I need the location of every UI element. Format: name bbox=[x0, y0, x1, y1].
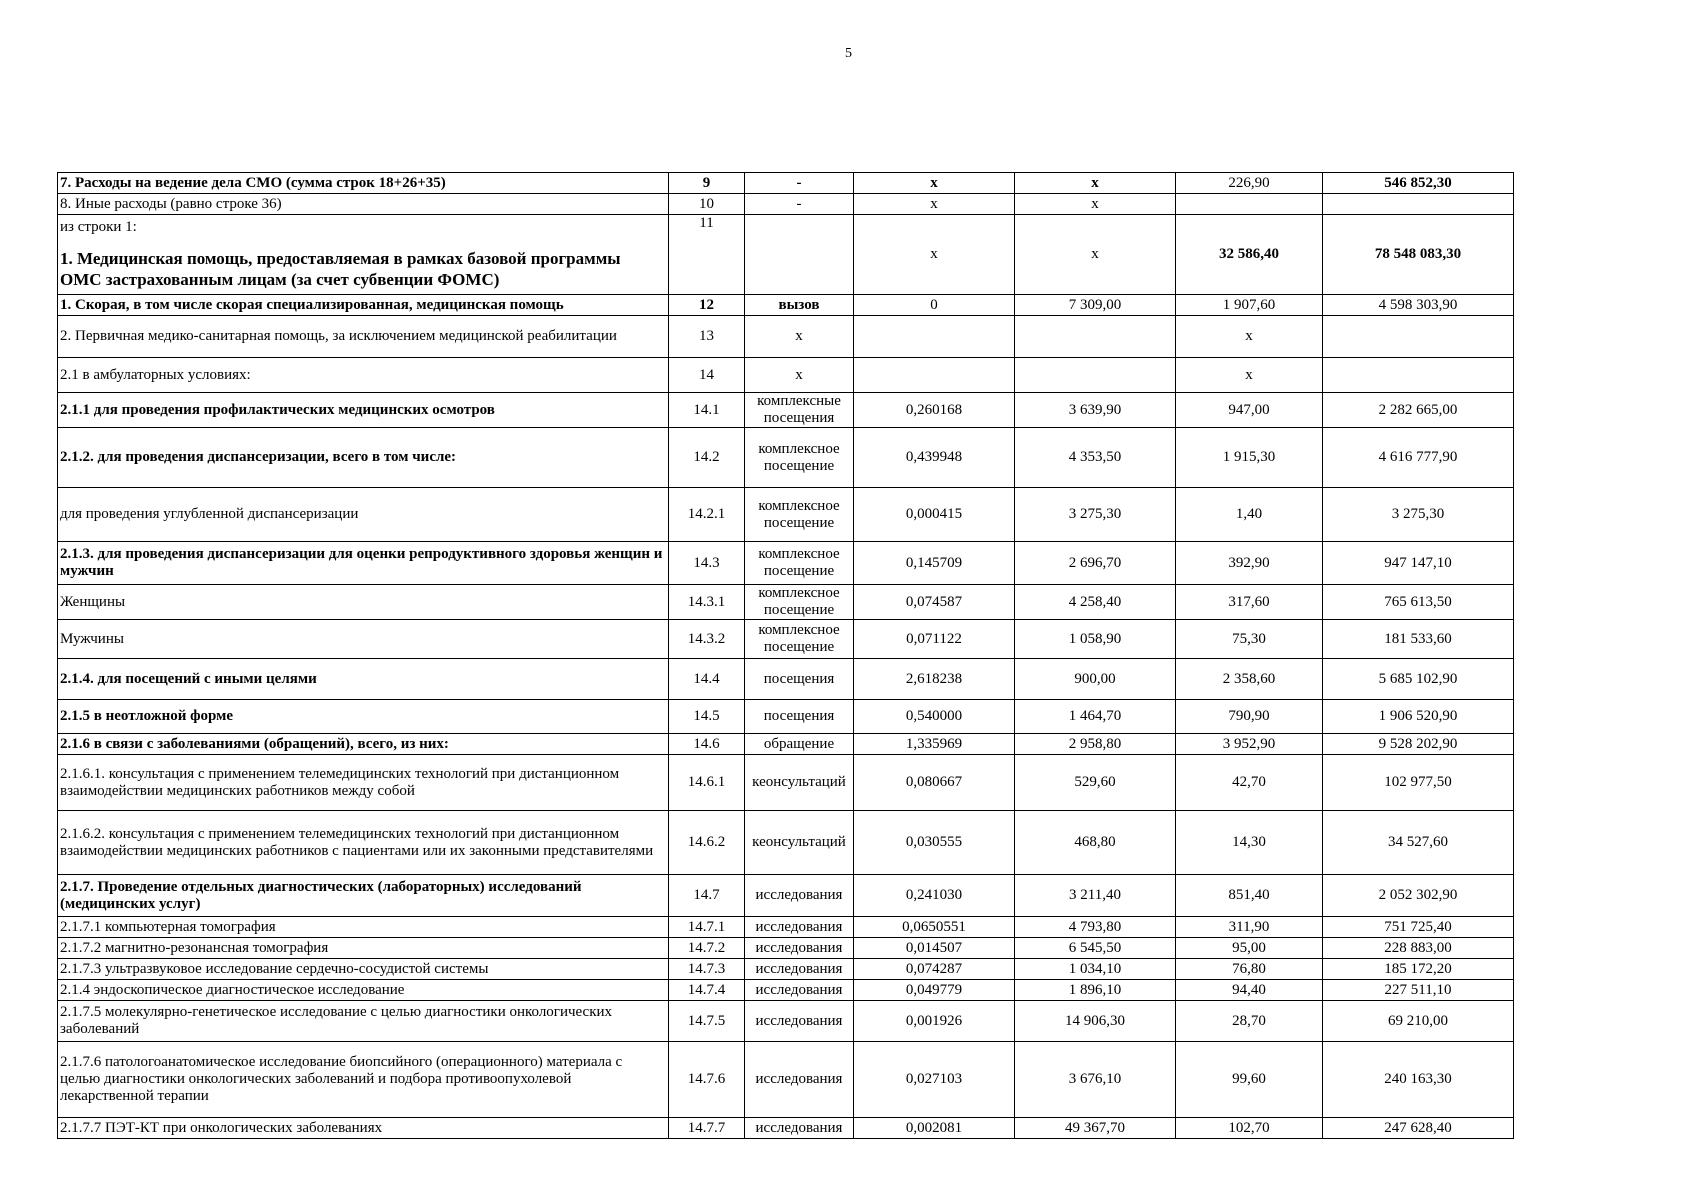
row-unit: комплексное посещение bbox=[745, 542, 854, 585]
row-volume: 0,260168 bbox=[854, 393, 1015, 428]
row-line: 14.3.1 bbox=[669, 585, 745, 620]
row-cost: 1 058,90 bbox=[1015, 620, 1176, 659]
row-name: 1. Медицинская помощь, предоставляемая в рамках базовой программы ОМС застрахованным лицам (за счет субвенции ФОМС) bbox=[60, 249, 621, 289]
row-total: 765 613,50 bbox=[1323, 585, 1514, 620]
row-total: 102 977,50 bbox=[1323, 755, 1514, 811]
row-cost: 900,00 bbox=[1015, 659, 1176, 700]
row-cost: 529,60 bbox=[1015, 755, 1176, 811]
row-name: 2.1.1 для проведения профилактических медицинских осмотров bbox=[58, 393, 669, 428]
row-unit bbox=[745, 215, 854, 295]
table-row bbox=[58, 700, 1514, 734]
row-line: 14.4 bbox=[669, 659, 745, 700]
row-total bbox=[1323, 194, 1514, 215]
row-volume: 0,074287 bbox=[854, 959, 1015, 980]
row-total: 185 172,20 bbox=[1323, 959, 1514, 980]
row-cost: 6 545,50 bbox=[1015, 938, 1176, 959]
row-per-capita: 1 915,30 bbox=[1176, 428, 1323, 488]
row-total: 5 685 102,90 bbox=[1323, 659, 1514, 700]
row-name: Женщины bbox=[58, 585, 669, 620]
row-line: 14.7.5 bbox=[669, 1001, 745, 1042]
row-per-capita: 3 952,90 bbox=[1176, 734, 1323, 755]
row-line: 14.1 bbox=[669, 393, 745, 428]
row-per-capita: x bbox=[1176, 358, 1323, 393]
row-line: 14.7 bbox=[669, 875, 745, 917]
row-name: 1. Скорая, в том числе скорая специализированная, медицинская помощь bbox=[58, 295, 669, 316]
row-cost: 14 906,30 bbox=[1015, 1001, 1176, 1042]
row-name: 2.1.4 эндоскопическое диагностическое исследование bbox=[58, 980, 669, 1001]
row-volume: 0,001926 bbox=[854, 1001, 1015, 1042]
row-unit: исследования bbox=[745, 875, 854, 917]
row-per-capita: 76,80 bbox=[1176, 959, 1323, 980]
row-cost bbox=[1015, 316, 1176, 358]
row-per-capita: 790,90 bbox=[1176, 700, 1323, 734]
row-per-capita: 75,30 bbox=[1176, 620, 1323, 659]
row-line: 14.5 bbox=[669, 700, 745, 734]
row-unit: - bbox=[745, 194, 854, 215]
row-cost: 2 696,70 bbox=[1015, 542, 1176, 585]
row-total: 3 275,30 bbox=[1323, 488, 1514, 542]
row-total bbox=[1323, 358, 1514, 393]
row-volume: 0,049779 bbox=[854, 980, 1015, 1001]
row-total: 247 628,40 bbox=[1323, 1118, 1514, 1139]
row-volume bbox=[854, 316, 1015, 358]
row-total: 4 598 303,90 bbox=[1323, 295, 1514, 316]
row-unit: комплексное посещение bbox=[745, 488, 854, 542]
row-total: 4 616 777,90 bbox=[1323, 428, 1514, 488]
row-total: 2 282 665,00 bbox=[1323, 393, 1514, 428]
row-unit: исследования bbox=[745, 1042, 854, 1118]
row-name: 2.1.6 в связи с заболеваниями (обращений), всего, из них: bbox=[58, 734, 669, 755]
table-row bbox=[58, 811, 1514, 875]
row-line: 9 bbox=[669, 173, 745, 194]
row-unit: исследования bbox=[745, 959, 854, 980]
row-unit: - bbox=[745, 173, 854, 194]
row-total: 181 533,60 bbox=[1323, 620, 1514, 659]
row-volume: 0 bbox=[854, 295, 1015, 316]
row-name: 2.1.7. Проведение отдельных диагностических (лабораторных) исследований (медицинских услуг) bbox=[58, 875, 669, 917]
row-volume: 0,000415 bbox=[854, 488, 1015, 542]
row-per-capita: 102,70 bbox=[1176, 1118, 1323, 1139]
row-cost: 3 275,30 bbox=[1015, 488, 1176, 542]
row-line: 14.6.2 bbox=[669, 811, 745, 875]
row-cost: 3 211,40 bbox=[1015, 875, 1176, 917]
row-cost: 49 367,70 bbox=[1015, 1118, 1176, 1139]
row-total: 2 052 302,90 bbox=[1323, 875, 1514, 917]
row-cost: 4 353,50 bbox=[1015, 428, 1176, 488]
table-row bbox=[58, 917, 1514, 938]
row-unit: обращение bbox=[745, 734, 854, 755]
row-per-capita: 99,60 bbox=[1176, 1042, 1323, 1118]
row-line: 14.3 bbox=[669, 542, 745, 585]
row-cost: x bbox=[1015, 194, 1176, 215]
row-per-capita: 851,40 bbox=[1176, 875, 1323, 917]
table-row bbox=[58, 875, 1514, 917]
row-per-capita: 94,40 bbox=[1176, 980, 1323, 1001]
row-cost: 1 464,70 bbox=[1015, 700, 1176, 734]
row-unit: x bbox=[745, 358, 854, 393]
row-cost: 3 676,10 bbox=[1015, 1042, 1176, 1118]
row-volume: 1,335969 bbox=[854, 734, 1015, 755]
row-volume: 0,080667 bbox=[854, 755, 1015, 811]
row-total: 69 210,00 bbox=[1323, 1001, 1514, 1042]
row-unit: комплексное посещение bbox=[745, 428, 854, 488]
row-name: 2.1.4. для посещений с иными целями bbox=[58, 659, 669, 700]
table-row bbox=[58, 215, 1514, 295]
row-name: 2.1.7.2 магнитно-резонансная томография bbox=[58, 938, 669, 959]
row-unit: комплексные посещения bbox=[745, 393, 854, 428]
row-name: 7. Расходы на ведение дела СМО (сумма строк 18+26+35) bbox=[58, 173, 669, 194]
row-name: 2.1.7.6 патологоанатомическое исследование биопсийного (операционного) материала с целью диагностики онкологических заболеваний и подбора противоопухолевой лекарственной терапии bbox=[58, 1042, 669, 1118]
table-row bbox=[58, 659, 1514, 700]
row-unit: посещения bbox=[745, 700, 854, 734]
table-row bbox=[58, 980, 1514, 1001]
row-total: 240 163,30 bbox=[1323, 1042, 1514, 1118]
row-name: 2.1.7.7 ПЭТ-КТ при онкологических заболеваниях bbox=[58, 1118, 669, 1139]
row-volume: x bbox=[854, 173, 1015, 194]
table-row bbox=[58, 428, 1514, 488]
row-unit: исследования bbox=[745, 917, 854, 938]
row-name: 2. Первичная медико-санитарная помощь, за исключением медицинской реабилитации bbox=[58, 316, 669, 358]
row-cost bbox=[1015, 358, 1176, 393]
row-name: 2.1.7.5 молекулярно-генетическое исследование с целью диагностики онкологических заболеваний bbox=[58, 1001, 669, 1042]
row-total: 78 548 083,30 bbox=[1323, 215, 1514, 295]
row-line: 14.2 bbox=[669, 428, 745, 488]
row-per-capita: 311,90 bbox=[1176, 917, 1323, 938]
row-cost: 4 258,40 bbox=[1015, 585, 1176, 620]
row-name: 2.1.3. для проведения диспансеризации для оценки репродуктивного здоровья женщин и мужчин bbox=[58, 542, 669, 585]
row-total: 546 852,30 bbox=[1323, 173, 1514, 194]
row-line: 14.6 bbox=[669, 734, 745, 755]
expenses-table bbox=[57, 172, 1514, 1139]
table-row bbox=[58, 755, 1514, 811]
row-total: 228 883,00 bbox=[1323, 938, 1514, 959]
row-name: 2.1.7.1 компьютерная томография bbox=[58, 917, 669, 938]
row-line: 14.3.2 bbox=[669, 620, 745, 659]
row-unit: исследования bbox=[745, 980, 854, 1001]
row-line: 14.7.4 bbox=[669, 980, 745, 1001]
row-cost: 3 639,90 bbox=[1015, 393, 1176, 428]
table-row bbox=[58, 194, 1514, 215]
row-per-capita: 2 358,60 bbox=[1176, 659, 1323, 700]
table-row bbox=[58, 316, 1514, 358]
row-line: 12 bbox=[669, 295, 745, 316]
row-unit: исследования bbox=[745, 1118, 854, 1139]
table-row bbox=[58, 295, 1514, 316]
row-cost: 7 309,00 bbox=[1015, 295, 1176, 316]
row-unit: комплексное посещение bbox=[745, 585, 854, 620]
row-line: 14.7.3 bbox=[669, 959, 745, 980]
table-row bbox=[58, 488, 1514, 542]
table-row bbox=[58, 620, 1514, 659]
row-per-capita: 95,00 bbox=[1176, 938, 1323, 959]
row-per-capita bbox=[1176, 194, 1323, 215]
table-row bbox=[58, 1001, 1514, 1042]
row-volume: 0,0650551 bbox=[854, 917, 1015, 938]
row-line: 14.7.7 bbox=[669, 1118, 745, 1139]
row-volume: 0,074587 bbox=[854, 585, 1015, 620]
row-name: 8. Иные расходы (равно строке 36) bbox=[58, 194, 669, 215]
row-line: 10 bbox=[669, 194, 745, 215]
row-per-capita: 392,90 bbox=[1176, 542, 1323, 585]
row-cost: 4 793,80 bbox=[1015, 917, 1176, 938]
row-line: 14.7.6 bbox=[669, 1042, 745, 1118]
row-line: 14.7.1 bbox=[669, 917, 745, 938]
row-line: 14.7.2 bbox=[669, 938, 745, 959]
row-total bbox=[1323, 316, 1514, 358]
row-total: 227 511,10 bbox=[1323, 980, 1514, 1001]
row-per-capita: 42,70 bbox=[1176, 755, 1323, 811]
row-unit: комплексное посещение bbox=[745, 620, 854, 659]
row-line: 11 bbox=[669, 215, 745, 295]
table-row bbox=[58, 938, 1514, 959]
row-per-capita: 1 907,60 bbox=[1176, 295, 1323, 316]
row-line: 14.6.1 bbox=[669, 755, 745, 811]
row-volume: 0,027103 bbox=[854, 1042, 1015, 1118]
row-cost: x bbox=[1015, 215, 1176, 295]
row-cost: 2 958,80 bbox=[1015, 734, 1176, 755]
row-line: 14.2.1 bbox=[669, 488, 745, 542]
table-row bbox=[58, 1042, 1514, 1118]
row-line: 13 bbox=[669, 316, 745, 358]
row-name: 2.1.6.1. консультация с применением телемедицинских технологий при дистанционном взаимодействии медицинских работников между собой bbox=[58, 755, 669, 811]
row-per-capita: 14,30 bbox=[1176, 811, 1323, 875]
row-cost: 468,80 bbox=[1015, 811, 1176, 875]
row-total: 751 725,40 bbox=[1323, 917, 1514, 938]
row-name: 2.1.6.2. консультация с применением телемедицинских технологий при дистанционном взаимодействии медицинских работников с пациентами или их законными представителями bbox=[58, 811, 669, 875]
row-total: 947 147,10 bbox=[1323, 542, 1514, 585]
row-volume: 0,071122 bbox=[854, 620, 1015, 659]
row-unit: посещения bbox=[745, 659, 854, 700]
row-volume: 0,145709 bbox=[854, 542, 1015, 585]
row-unit: кеонсультаций bbox=[745, 755, 854, 811]
row-name: для проведения углубленной диспансеризации bbox=[58, 488, 669, 542]
row-name: 2.1.7.3 ультразвуковое исследование сердечно-сосудистой системы bbox=[58, 959, 669, 980]
row-unit: x bbox=[745, 316, 854, 358]
row-total: 1 906 520,90 bbox=[1323, 700, 1514, 734]
row-name: 2.1 в амбулаторных условиях: bbox=[58, 358, 669, 393]
row-volume: x bbox=[854, 215, 1015, 295]
row-volume: x bbox=[854, 194, 1015, 215]
table-row bbox=[58, 585, 1514, 620]
row-volume: 0,439948 bbox=[854, 428, 1015, 488]
row-unit: исследования bbox=[745, 1001, 854, 1042]
row-name: 2.1.2. для проведения диспансеризации, всего в том числе: bbox=[58, 428, 669, 488]
row-volume bbox=[854, 358, 1015, 393]
row-per-capita: 1,40 bbox=[1176, 488, 1323, 542]
table-row bbox=[58, 393, 1514, 428]
row-line: 14 bbox=[669, 358, 745, 393]
row-per-capita: 28,70 bbox=[1176, 1001, 1323, 1042]
row-total: 34 527,60 bbox=[1323, 811, 1514, 875]
row-volume: 0,540000 bbox=[854, 700, 1015, 734]
row-unit: кеонсультаций bbox=[745, 811, 854, 875]
row-per-capita: 317,60 bbox=[1176, 585, 1323, 620]
table-row bbox=[58, 1118, 1514, 1139]
row-volume: 0,030555 bbox=[854, 811, 1015, 875]
row-per-capita: 32 586,40 bbox=[1176, 215, 1323, 295]
row-cost: 1 896,10 bbox=[1015, 980, 1176, 1001]
row-volume: 0,241030 bbox=[854, 875, 1015, 917]
table-row bbox=[58, 542, 1514, 585]
row-volume: 0,002081 bbox=[854, 1118, 1015, 1139]
page-number: 5 bbox=[845, 46, 852, 61]
table-row bbox=[58, 959, 1514, 980]
row-label: из строки 1: bbox=[60, 219, 137, 235]
row-per-capita: 947,00 bbox=[1176, 393, 1323, 428]
row-unit: исследования bbox=[745, 938, 854, 959]
row-total: 9 528 202,90 bbox=[1323, 734, 1514, 755]
table-row bbox=[58, 173, 1514, 194]
row-cost: 1 034,10 bbox=[1015, 959, 1176, 980]
row-cost: x bbox=[1015, 173, 1176, 194]
row-name-cell bbox=[58, 215, 669, 295]
row-volume: 2,618238 bbox=[854, 659, 1015, 700]
table-row bbox=[58, 358, 1514, 393]
table-row bbox=[58, 734, 1514, 755]
row-name: Мужчины bbox=[58, 620, 669, 659]
row-per-capita: x bbox=[1176, 316, 1323, 358]
row-name: 2.1.5 в неотложной форме bbox=[58, 700, 669, 734]
row-per-capita: 226,90 bbox=[1176, 173, 1323, 194]
row-unit: вызов bbox=[745, 295, 854, 316]
row-volume: 0,014507 bbox=[854, 938, 1015, 959]
